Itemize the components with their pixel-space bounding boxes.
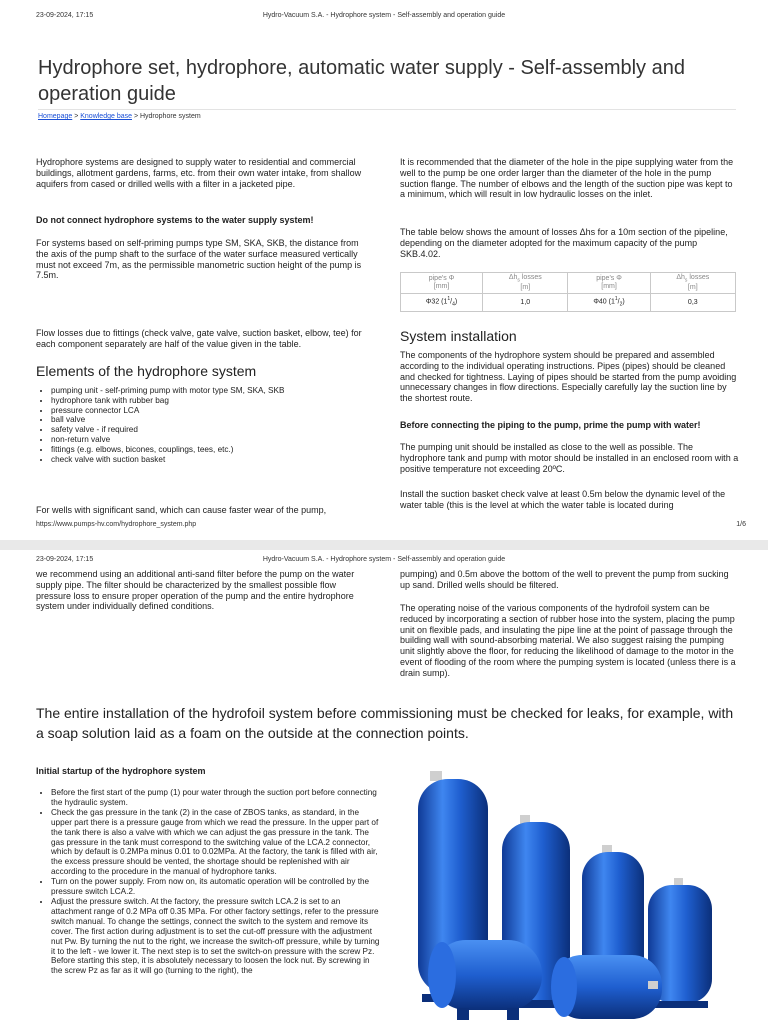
table-row — [401, 294, 736, 312]
table-header-row — [401, 273, 736, 294]
list-item: • Before the first start of the pump (1) pour water through the suction port before connecting the hydraulic system. — [51, 788, 381, 808]
warning-text: Do not connect hydrophore systems to the water supply system! — [36, 215, 314, 225]
print-datetime: 23-09-2024, 17:15 — [36, 12, 94, 19]
page-title: Hydrophore set, hydrophore, automatic water supply - Self-assembly and operation guide — [38, 57, 685, 105]
suction-height-paragraph: For systems based on self-priming pumps type SM, SKA, SKB, the distance from the axis of the pump shaft to the surface of the water surface measured vertically must not exceed 7m, as the permissible manometric suction height of the pump is 7.5m. — [36, 238, 362, 281]
table-cell: 0,3 — [650, 294, 735, 312]
elements-heading: Elements of the hydrophore system — [36, 363, 257, 379]
print-datetime: 23-09-2024, 17:15 — [36, 556, 94, 563]
breadcrumb-knowledge-base-link[interactable]: Knowledge base — [80, 113, 132, 120]
intro-paragraph: Hydrophore systems are designed to supply water to residential and commercial buildings, allotment gardens, farms, etc. from their own water intake, from shallow aquifers from cased or drilled wells with a filter in a jacketed pipe. — [36, 157, 362, 189]
pump-location-paragraph: The pumping unit should be installed as close to the well as possible. The hydrophore tank and pump with motor should be installed in an enclosed room with a positive temperature not exceeding 20ºC. — [400, 442, 739, 474]
losses-table-intro: The table below shows the amount of losses Δhs for a 10m section of the pipeline, depending on the diameter adopted for the maximum capacity of the pump SKB.4.02. — [400, 227, 728, 259]
list-item: • fittings (e.g. elbows, bicones, couplings, tees, etc.) — [51, 445, 381, 455]
list-item: • safety valve - if required — [51, 425, 381, 435]
print-title: Hydro-Vacuum S.A. - Hydrophore system - Self-assembly and operation guide — [262, 12, 506, 19]
list-item: • pressure connector LCA — [51, 406, 381, 416]
column-header-losses: $\Delta h_s$ losses [m] — [650, 273, 735, 294]
installation-paragraph: The components of the hydrophore system should be prepared and assembled according to the individual operating instructions. Pipes (pipes) should be cleaned and checked for tightness. Laying of pipes should be started from the pump avoiding unnecessary changes in flow directions. Especially carefully lay the suction line by the shortest route. — [400, 350, 737, 404]
print-url: https://www.pumps-hv.com/hydrophore_system.php — [36, 521, 197, 528]
list-item: • Check the gas pressure in the tank (2) in the case of ZBOS tanks, as standard, in the upper part there is a pressure gauge from which we read the pressure. In the upper part of the tank there is also a valve with which we can adjust the gas pressure in the tank. The gas pressure in the tank must correspond to the switching value of the LCA.2 connector, which by default is 0.2MPa minus 0.01 to 0.02MPa. At the factory, the tank is filled with air, the excess pressure should be vented, the shortage should be replenished with air according to the procedure in the manual of hydrophore tanks. — [51, 808, 381, 877]
table-cell: 1,0 — [483, 294, 568, 312]
list-item: • hydrophore tank with rubber bag — [51, 396, 381, 406]
list-item: • ball valve — [51, 415, 381, 425]
print-page-number: 1/6 — [736, 521, 746, 528]
list-item: • check valve with suction basket — [51, 455, 381, 465]
suction-basket-paragraph: Install the suction basket check valve at least 0.5m below the dynamic level of the water table (this is the level at which the water table is located during — [400, 489, 726, 510]
breadcrumb-separator: > — [132, 113, 140, 120]
prime-warning: Before connecting the piping to the pump, prime the pump with water! — [400, 420, 701, 430]
breadcrumb-separator: > — [72, 113, 81, 120]
pipe-diameter-paragraph: It is recommended that the diameter of the hole in the pipe supplying water from the well to the pump be one order larger than the diameter of the hole in the pump suction flange. The number of elbows and the length of the suction pipe was kept to a minimum, which will result in low hydraulic losses on the inlet. — [400, 157, 734, 200]
list-item: • Adjust the pressure switch. At the factory, the pressure switch LCA.2 is set to an attachment range of 0.2 MPa off 0.35 MPa. For other factory settings, refer to the pressure switch manual. To change the settings, connect the switch to the system and remove its cover. The first action during adjustment is to set the cut-off pressure with the adjustment nut Pw. By turning the nut to the right, we increase the switch-off pressure, while by turning it to the left - we lower it. The next step is to set the switch-on pressure with the screw Pz. Before starting this step, it is absolutely necessary to loosen the lock nut. By screwing in the screw Pz as far as it will go (turning to the right), the — [51, 897, 381, 976]
tank-horizontal-right — [551, 955, 662, 1019]
list-item: • Turn on the power supply. From now on, its automatic operation will be controlled by the pressure switch LCA.2. — [51, 877, 381, 897]
column-header-pipe: pipe's Φ [mm] — [568, 273, 650, 294]
hydrophore-tanks-image — [412, 765, 742, 1024]
column-header-losses: $\Delta h_s$ losses [m] — [483, 273, 568, 294]
breadcrumb — [38, 113, 201, 120]
print-title: Hydro-Vacuum S.A. - Hydrophore system - Self-assembly and operation guide — [262, 556, 506, 563]
breadcrumb-current: Hydrophore system — [139, 113, 201, 120]
leak-check-callout: The entire installation of the hydrofoil system before commissioning must be checked for leaks, for example, with a soap solution laid as a foam on the outside at the connection points. — [36, 705, 734, 741]
elements-list — [37, 386, 381, 464]
sand-filter-paragraph: we recommend using an additional anti-sand filter before the pump on the water supply pipe. The filter should be characterized by the smallest possible flow pressure loss to ensure proper operation of the pump and the entire hydrophore system under individually defined conditions. — [36, 569, 355, 612]
well-bottom-paragraph: pumping) and 0.5m above the bottom of the well to prevent the pump from sucking up sand. Drilled wells should be filtered. — [400, 569, 729, 590]
flow-losses-paragraph: Flow losses due to fittings (check valve, gate valve, suction basket, elbow, tee) for each component separately are half of the value given in the table. — [36, 328, 362, 349]
list-item: • non-return valve — [51, 435, 381, 445]
column-header-pipe: pipe's Φ [mm] — [401, 273, 483, 294]
list-item: • pumping unit - self-priming pump with motor type SM, SKA, SKB — [51, 386, 381, 396]
installation-heading: System installation — [400, 328, 517, 344]
startup-heading: Initial startup of the hydrophore system — [36, 766, 206, 776]
table-cell: Φ32 $(1^1/_4)$ — [401, 294, 483, 312]
table-cell: Φ40 $(1^1/_2)$ — [568, 294, 650, 312]
breadcrumb-homepage-link[interactable]: Homepage — [38, 113, 73, 120]
noise-paragraph: The operating noise of the various components of the hydrofoil system can be reduced by incorporating a section of rubber hose into the system, placing the pump unit on flexible pads, and insulating the pipe line at the point of passage through the building wall with sound-absorbing material. We also suggest raising the pumping unit slightly above the floor, for reducing the likelihood of damage to the motor in the event of flooding of the room where the pumping system is located (unless there is a drain sump). — [400, 603, 736, 678]
startup-steps-list — [37, 788, 381, 976]
title-divider — [38, 109, 736, 110]
losses-table — [400, 272, 736, 312]
sand-paragraph-start: For wells with significant sand, which can cause faster wear of the pump, — [36, 505, 327, 515]
print-page-2 — [0, 550, 768, 1024]
